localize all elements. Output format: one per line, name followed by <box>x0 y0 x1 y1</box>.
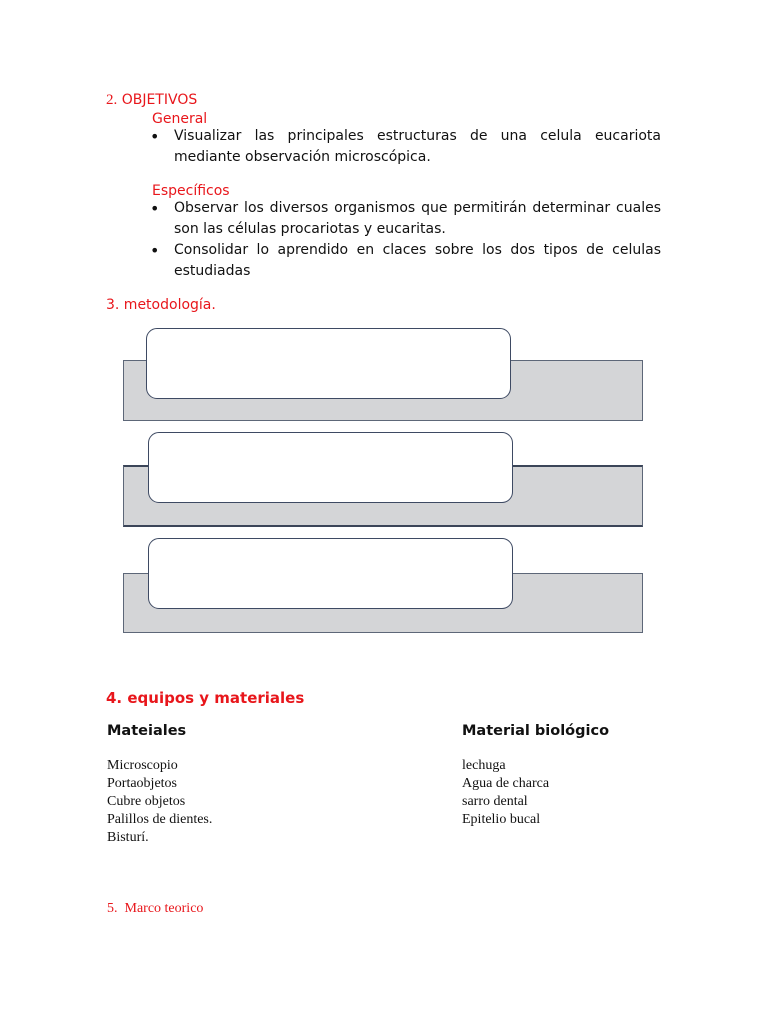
materiales-header: Mateiales <box>107 723 187 739</box>
section-number: 2. <box>106 92 118 108</box>
list-item: sarro dental <box>462 794 528 809</box>
list-item: Cubre objetos <box>107 794 186 809</box>
general-label: General <box>152 111 208 127</box>
especificos-list <box>150 198 661 282</box>
list-item: lechuga <box>462 758 506 773</box>
list-item: • Consolidar lo aprendido en claces sobre los dos tipos de celulas estudiadas <box>150 240 661 282</box>
diagram-box <box>146 328 511 399</box>
list-item: Epitelio bucal <box>462 812 541 827</box>
diagram-box <box>148 432 513 503</box>
materiales-list <box>107 757 212 847</box>
section-marco-heading: 5. Marco teorico <box>107 901 204 916</box>
list-item: • Observar los diversos organismos que permitirán determinar cuales son las células procariotas y eucaritas. <box>150 198 661 240</box>
list-item: Agua de charca <box>462 776 550 791</box>
list-item: Microscopio <box>107 758 178 773</box>
list-item: Portaobjetos <box>107 776 177 791</box>
list-item: Palillos de dientes. <box>107 812 213 827</box>
material-biologico-header: Material biológico <box>462 723 610 739</box>
section-metodologia-heading: 3. metodología. <box>106 297 216 313</box>
biologico-list <box>462 757 549 829</box>
section-title: OBJETIVOS <box>121 92 198 108</box>
list-item: • Visualizar las principales estructuras de una celula eucariota mediante observación microscópica. <box>150 126 661 168</box>
diagram-box <box>148 538 513 609</box>
especificos-label: Específicos <box>152 183 230 199</box>
section-objetivos-heading <box>106 91 197 109</box>
general-list <box>150 126 661 168</box>
list-item: Bisturí. <box>107 830 149 845</box>
section-equipos-heading: 4. equipos y materiales <box>106 689 305 707</box>
